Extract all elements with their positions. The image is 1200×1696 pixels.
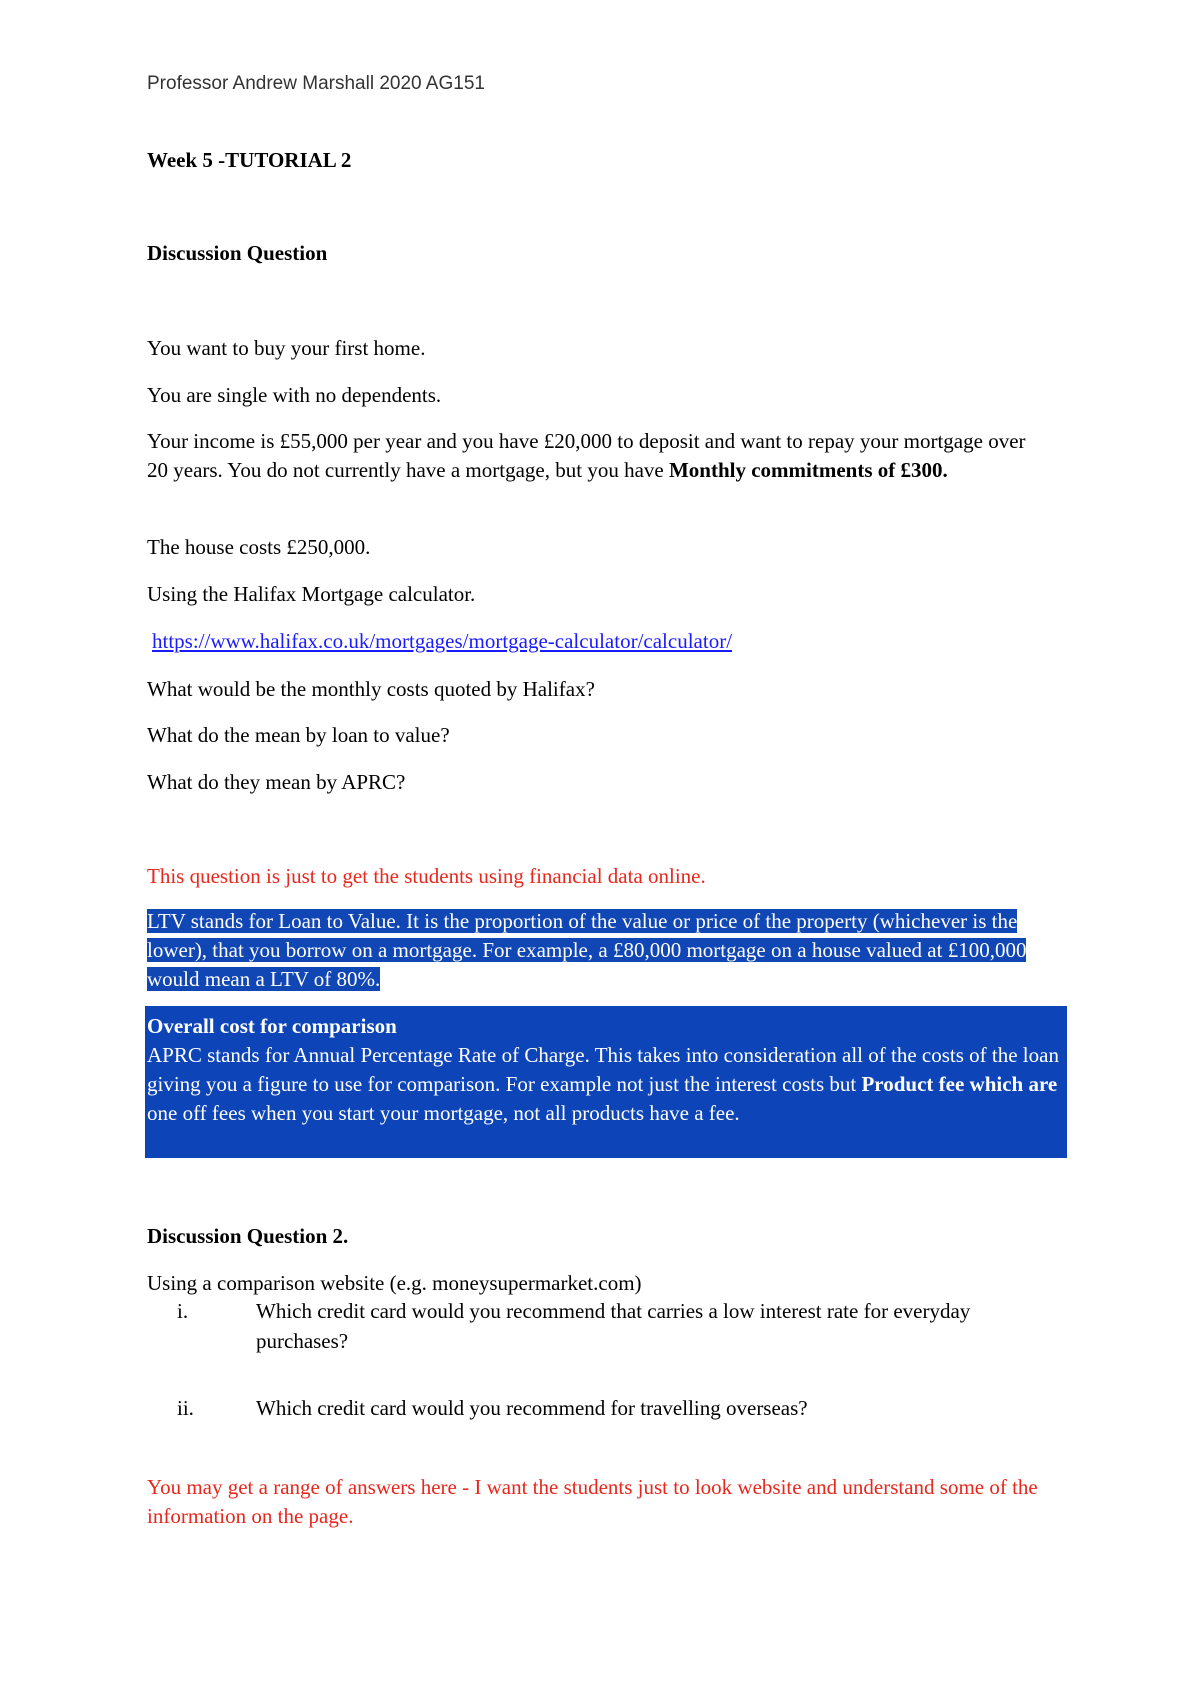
ltv-highlight: LTV stands for Loan to Value. It is the proportion of the value or price of the property (whichever is the lower), that you borrow on a mortgage. For example, a £80,000 mortgage on a house valued at £100,000 would mean a LTV of 80%. bbox=[147, 909, 1027, 991]
ltv-explanation bbox=[147, 907, 1047, 994]
question-2-intro: Using a comparison website (e.g. moneysupermarket.com) bbox=[147, 1271, 642, 1295]
income-text: Your income is £55,000 per year and you have £20,000 to deposit and want to repay your mortgage over 20 years. You do not currently have a mortgage, but you have bbox=[147, 429, 1026, 482]
aprc-text-b: one off fees when you start your mortgage, not all products have a fee. bbox=[147, 1101, 740, 1125]
answer-1-note: This question is just to get the students using financial data online. bbox=[147, 864, 706, 888]
list-item-number: ii. bbox=[177, 1396, 194, 1420]
aprc-text bbox=[147, 1041, 1065, 1128]
question-1-heading: Discussion Question bbox=[147, 241, 328, 265]
paragraph-single: You are single with no dependents. bbox=[147, 383, 442, 407]
aprc-explanation-box bbox=[145, 1006, 1067, 1158]
aprc-product-fee: Product fee which are bbox=[861, 1072, 1058, 1096]
list-item bbox=[147, 1393, 1067, 1424]
paragraph-calculator: Using the Halifax Mortgage calculator. bbox=[147, 582, 476, 606]
halifax-calculator-link[interactable] bbox=[152, 627, 732, 656]
monthly-commitments-text: Monthly commitments of £300. bbox=[668, 458, 948, 482]
aprc-text-a: APRC stands for Annual Percentage Rate of Charge. This takes into consideration all of the costs of the loan giving you a figure to use for comparison. For example not just the interest costs but bbox=[147, 1043, 1059, 1096]
aprc-heading: Overall cost for comparison bbox=[147, 1014, 397, 1038]
halifax-link-text[interactable]: https://www.halifax.co.uk/mortgages/mortgage-calculator/calculator/ bbox=[152, 629, 733, 653]
list-item-text: Which credit card would you recommend that carries a low interest rate for everyday purchases? bbox=[256, 1299, 971, 1353]
list-item-number: i. bbox=[177, 1299, 189, 1323]
question-2-heading: Discussion Question 2. bbox=[147, 1224, 349, 1248]
question-2-note: You may get a range of answers here - I want the students just to look website and understand some of the information on the page. bbox=[147, 1475, 1038, 1528]
question-loan-to-value: What do the mean by loan to value? bbox=[147, 723, 450, 747]
question-monthly-costs: What would be the monthly costs quoted by Halifax? bbox=[147, 677, 595, 701]
document-title: Week 5 -TUTORIAL 2 bbox=[147, 148, 352, 172]
paragraph-income bbox=[147, 427, 1047, 485]
question-aprc: What do they mean by APRC? bbox=[147, 770, 406, 794]
list-item bbox=[147, 1296, 1067, 1358]
paragraph-first-home: You want to buy your first home. bbox=[147, 336, 426, 360]
page-header: Professor Andrew Marshall 2020 AG151 bbox=[147, 73, 485, 94]
list-item-text: Which credit card would you recommend for travelling overseas? bbox=[256, 1396, 808, 1420]
paragraph-house-cost: The house costs £250,000. bbox=[147, 535, 371, 559]
